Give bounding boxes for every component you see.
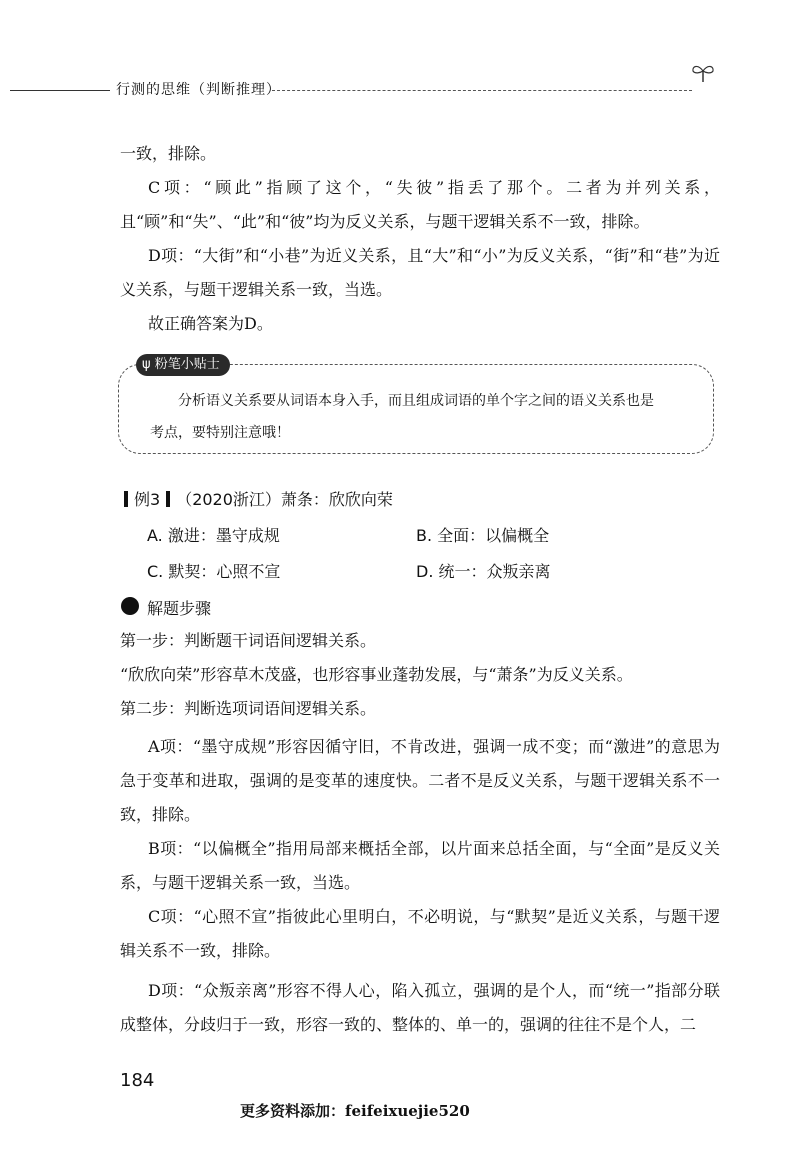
analysis-a: A项：“墨守成规”形容因循守旧，不肯改进，强调一成不变；而“激进”的意思为急于变革和进取，强调的是变革的速度快。二者不是反义关系，与题干逻辑关系不一致，排除。	[120, 737, 720, 824]
step1-detail: “欣欣向荣”形容草木茂盛，也形容事业蓬勃发展，与“萧条”为反义关系。	[120, 665, 633, 684]
question-stem: （2020浙江）萧条：欣欣向荣	[176, 490, 393, 509]
step2-heading: 第二步：判断选项词语间逻辑关系。	[120, 699, 377, 718]
option-b: B. 全面：以偏概全	[416, 526, 550, 545]
analysis-c: C项：“心照不宣”指彼此心里明白，不必明说，与“默契”是近义关系，与题干逻辑关系不一致，排除。	[120, 907, 720, 960]
tip-text-line2: 考点，要特别注意哦！	[150, 425, 290, 441]
footer-note: 更多资料添加：feifeixuejie520	[240, 1102, 470, 1120]
question-title	[118, 487, 393, 510]
bracket-bar-right	[166, 491, 170, 507]
step1-heading: 第一步：判断题干词语间逻辑关系。	[120, 631, 377, 650]
option-a: A. 激进：墨守成规	[147, 526, 280, 545]
paragraph-continued: 一致，排除。	[120, 144, 217, 163]
tip-label-text: 粉笔小贴士	[154, 357, 220, 372]
running-header-title: 行测的思维（判断推理）	[116, 82, 281, 98]
solution-heading: 解题步骤	[147, 599, 212, 618]
bracket-bar-left	[124, 491, 128, 507]
tip-text-line1: 分析语义关系要从词语本身入手，而且组成词语的单个字之间的语义关系也是	[178, 393, 654, 409]
option-c: C. 默契：心照不宣	[147, 562, 281, 581]
solution-icon	[121, 597, 139, 615]
header-rule-left	[10, 90, 110, 91]
option-d: D. 统一：众叛亲离	[416, 562, 551, 581]
analysis-d: D项：“众叛亲离”形容不得人心，陷入孤立，强调的是个人，而“统一”指部分联成整体，分歧归于一致，形容一致的、整体的、单一的，强调的往往不是个人，二	[120, 981, 720, 1034]
paragraph-answer: 故正确答案为D。	[148, 314, 273, 333]
paragraph-option-c: C项：“顾此”指顾了这个，“失彼”指丢了那个。二者为并列关系，且“顾”和“失”、“此”和“彼”均为反义关系，与题干逻辑关系不一致，排除。	[120, 178, 720, 231]
paragraph-option-d: D项：“大街”和“小巷”为近义关系，且“大”和“小”为反义关系，“街”和“巷”为近义关系，与题干逻辑关系一致，当选。	[120, 246, 720, 299]
header-rule-right	[272, 90, 692, 91]
page-number: 184	[120, 1070, 155, 1091]
question-label: 例3	[134, 490, 161, 509]
sprout-icon	[690, 62, 716, 84]
sprout-small-icon: ψ	[142, 357, 155, 372]
tip-label	[136, 354, 230, 376]
analysis-b: B项：“以偏概全”指用局部来概括全部，以片面来总括全面，与“全面”是反义关系，与题干逻辑关系一致，当选。	[120, 839, 720, 892]
